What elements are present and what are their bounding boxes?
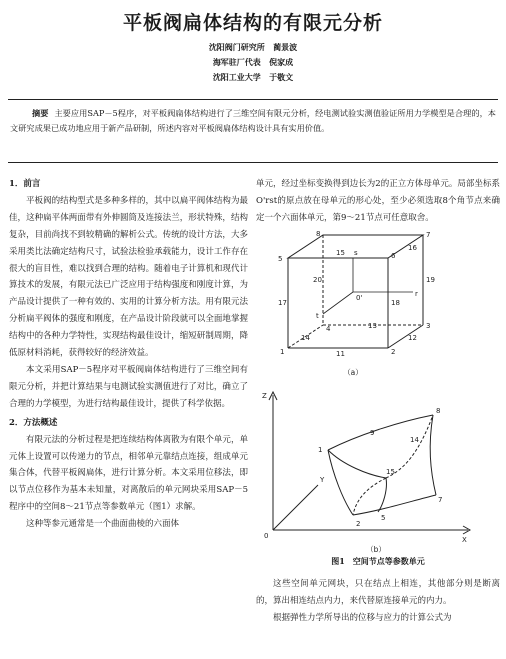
- author-line-2: [0, 55, 506, 70]
- node-label: 6: [391, 252, 396, 260]
- node-label: 13: [368, 322, 377, 330]
- author-name: 倪家成: [269, 57, 294, 67]
- figure-caption: 图1 空间节点等参数单元: [331, 556, 425, 566]
- formula-intro-paragraph: 根据弹性力学所导出的位移与应力的计算公式为: [273, 612, 452, 623]
- figure-label-b: （b）: [366, 545, 386, 554]
- node-label: 15: [386, 468, 395, 476]
- author-block: [0, 40, 506, 85]
- author-affiliation: 海军驻厂代表: [212, 57, 261, 67]
- abstract-label: 摘要: [32, 108, 49, 118]
- node-label: 4: [326, 325, 331, 333]
- intro-paragraph-1: 平板阀的结构型式是多种多样的，其中以扁平阀体结构为最佳，这种扁平体两面带有外伸圆筒及连接法兰，形状特殊，结构复杂，目前尚找不到较精确的解析公式。传统的设计方法，大多采用类比法确定结构尺寸，试验法检验承载能力，设计工作存在很大的盲目性，难以找到合理的结构。随着电子计算机和现代计算技术的发展，有限元法已广泛应用于结构强度和刚度计算，为产品设计提供了一种有效的、实用的计算分析方法。用有限元法分析扁平阀体的强度和刚度，在产品设计阶段就可以全面地掌握结构中的各种力学特性，实现结构最佳设计，缩短研制周期，降低原材料消耗，获得较好的经济效益。: [9, 195, 248, 359]
- author-name: 蔺景波: [273, 42, 298, 52]
- figure-1-drawing: [258, 230, 500, 560]
- node-label: 11: [336, 350, 345, 358]
- element-description-paragraph: 单元，经过坐标变换得到边长为2的正立方体母单元。局部坐标系O'rst的原点放在母单元的形心处，至少必须选取8个角节点来确定一个六面体单元，第9～21节点可任意取舍。: [256, 179, 500, 223]
- node-label: 16: [408, 244, 417, 252]
- curved-element-labels: [262, 392, 467, 544]
- axis-label-r: r: [415, 290, 418, 298]
- figure-1: [258, 230, 500, 560]
- author-affiliation: 沈阳阀门研究所: [208, 42, 265, 52]
- node-label: 3: [426, 322, 431, 330]
- node-label: 7: [426, 231, 431, 239]
- axis-label-y: Y: [320, 476, 325, 484]
- abstract-text: 主要应用SAP－5程序，对平板阀扁体结构进行了三维空间有限元分析，经电测试验实测值验证所用力学模型是合理的，本文研究成果已成功地应用于新产品研制，所述内容对平板阀扁体结构设计具有实用价值。: [10, 108, 496, 133]
- node-label: 12: [408, 334, 417, 342]
- node-label: 1: [318, 446, 323, 454]
- author-name: 于敬文: [269, 72, 294, 82]
- abstract-top-rule: [8, 99, 498, 100]
- node-label: 7: [438, 496, 443, 504]
- node-label: 17: [278, 299, 287, 307]
- node-label: 15: [336, 249, 345, 257]
- node-label: 5: [381, 514, 386, 522]
- paper-title: 平板阀扁体结构的有限元分析: [122, 12, 383, 34]
- section-introduction: [9, 176, 248, 533]
- node-label: 2: [391, 348, 396, 356]
- right-column-bottom-text: [256, 576, 500, 627]
- node-label: 14: [301, 334, 310, 342]
- axis-label-t: t: [316, 312, 319, 320]
- section-heading-introduction: 1．前言: [9, 179, 41, 189]
- node-connection-paragraph: 这些空间单元网块，只在结点上相连，其他部分则是断离的，算出相连结点内力，来代替原连接单元的内力。: [256, 579, 500, 606]
- author-line-3: [0, 70, 506, 85]
- axis-label-x: X: [462, 536, 467, 544]
- right-column-top-text: [256, 176, 500, 227]
- node-label: 5: [278, 255, 283, 263]
- node-label: 18: [391, 299, 400, 307]
- origin-label: 0': [356, 294, 363, 302]
- node-label: 2: [356, 520, 361, 528]
- node-label: 19: [426, 276, 435, 284]
- intro-paragraph-2: 本文采用SAP－5程序对平板阀扁体结构进行了三维空间有限元分析，并把计算结果与电测试验实测值进行了对比，确立了合理的力学模型，为进行结构最佳设计，提供了科学依据。: [9, 364, 248, 409]
- node-label: 8: [436, 407, 441, 415]
- node-label: 9: [370, 429, 375, 437]
- author-line-1: [0, 40, 506, 55]
- section-heading-method: 2．方法概述: [9, 417, 58, 428]
- axis-label-z: Z: [262, 392, 267, 400]
- axis-label-s: s: [354, 249, 358, 257]
- figure-label-a: （a）: [343, 368, 363, 377]
- method-paragraph-1: 有限元法的分析过程是把连续结构体离散为有限个单元，单元体上设置可以传递力的节点，相邻单元靠结点连接，组成单元集合体，代替平板阀扁体，进行计算分析。本文采用位移法，即以节点位移作为基本未知量，对离散后的单元网块采用SAP－5程序中的空间8～21节点等参数单元（图1）求解。: [9, 434, 248, 513]
- origin-label: 0: [264, 532, 269, 540]
- abstract-bottom-rule: [8, 162, 498, 163]
- abstract: [10, 106, 496, 136]
- node-label: 1: [280, 348, 285, 356]
- method-paragraph-2: 这种等参元通常是一个曲面曲棱的六面体: [26, 519, 180, 530]
- author-affiliation: 沈阳工业大学: [212, 72, 261, 82]
- node-label: 20: [313, 276, 322, 284]
- node-label: 14: [410, 436, 419, 444]
- node-label: 8: [316, 230, 321, 238]
